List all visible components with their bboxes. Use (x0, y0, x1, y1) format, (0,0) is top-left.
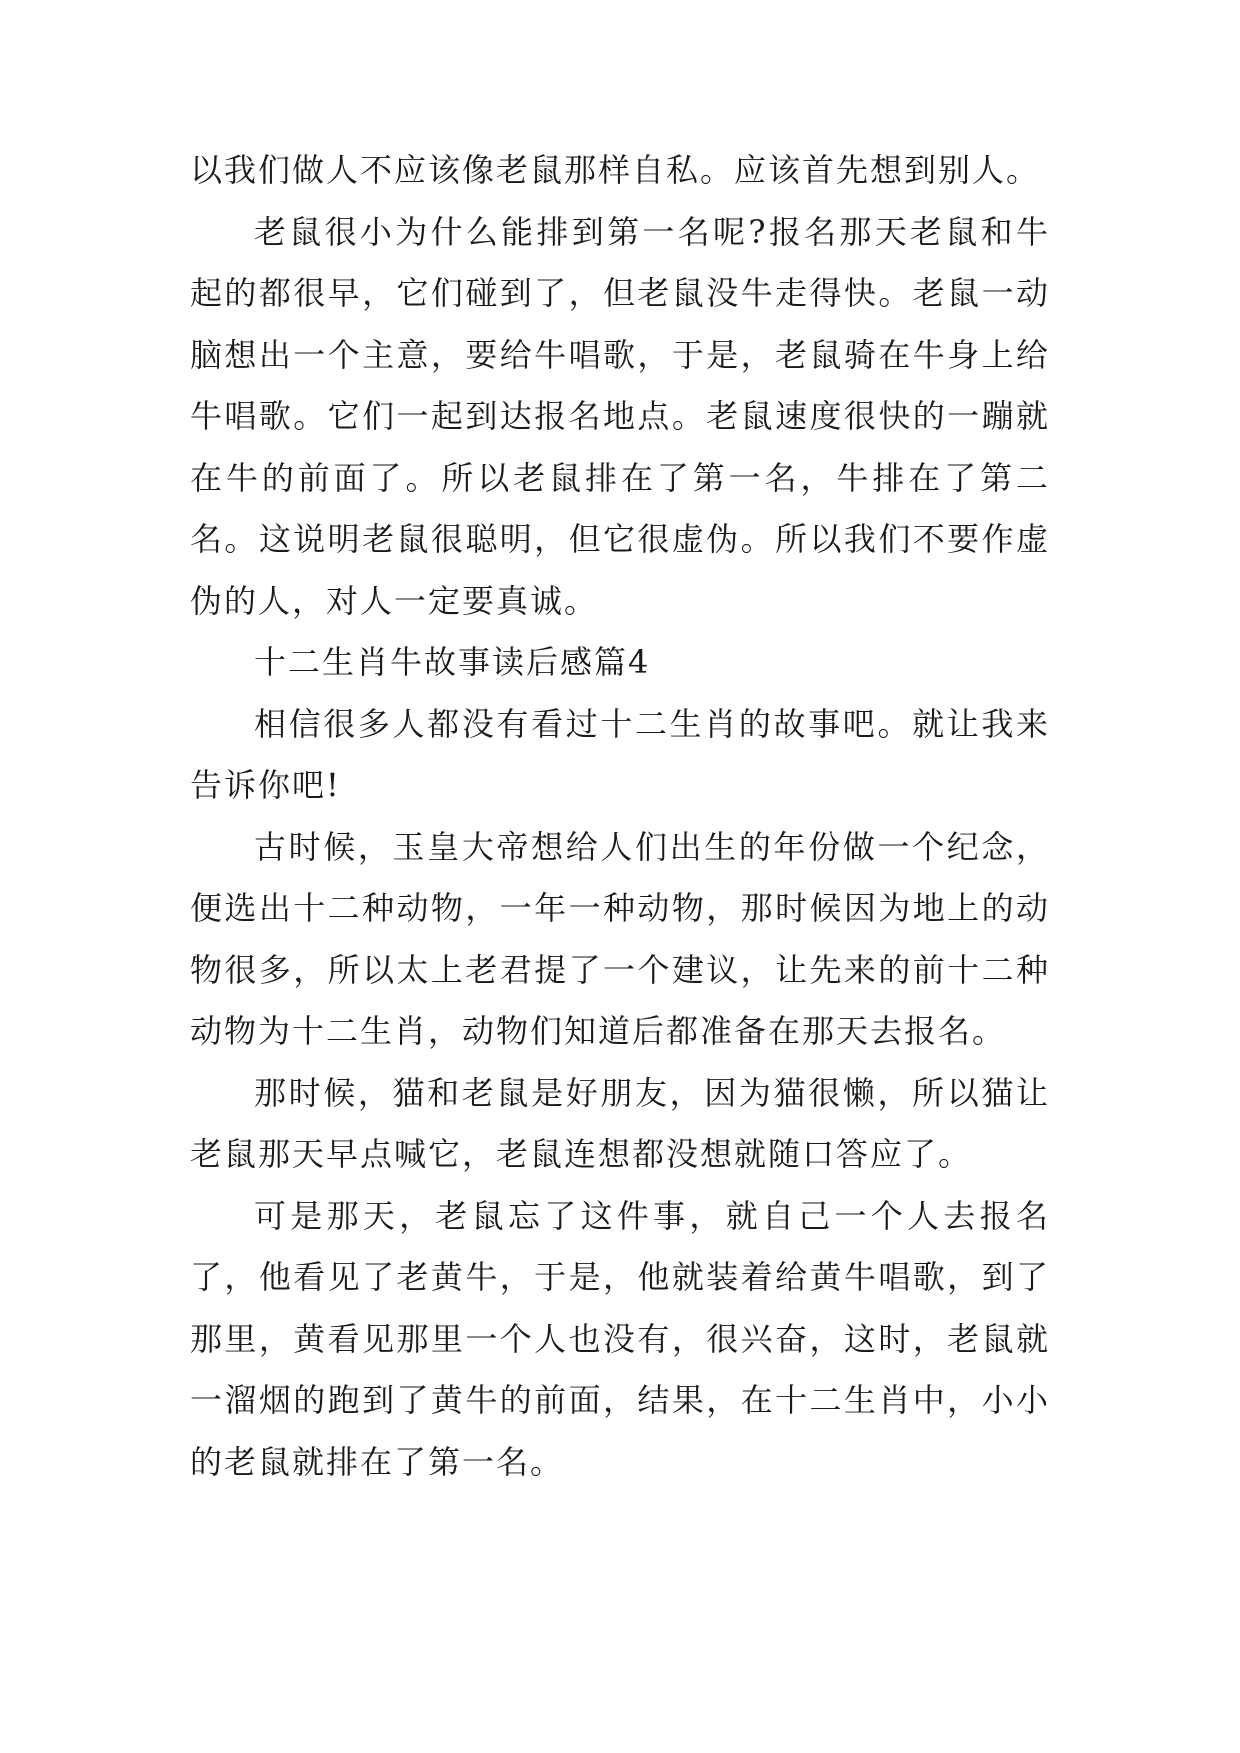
document-body (190, 140, 1050, 1493)
paragraph-race-day: 可是那天，老鼠忘了这件事，就自己一个人去报名了，他看见了老黄牛，于是，他就装着给黄牛唱歌，到了那里，黄看见那里一个人也没有，很兴奋，这时，老鼠就一溜烟的跑到了黄牛的前面，结果，在十二生肖中，小小的老鼠就排在了第一名。 (190, 1196, 1050, 1481)
paragraph-intro: 相信很多人都没有看过十二生肖的故事吧。就让我来告诉你吧! (190, 704, 1050, 804)
section-heading: 十二生肖牛故事读后感篇4 (254, 643, 651, 681)
paragraph-cat-and-rat: 那时候，猫和老鼠是好朋友，因为猫很懒，所以猫让老鼠那天早点喊它，老鼠连想都没想就随口答应了。 (190, 1073, 1050, 1173)
paragraph-continuation: 以我们做人不应该像老鼠那样自私。应该首先想到别人。 (190, 151, 1041, 189)
paragraph-jade-emperor: 古时候，玉皇大帝想给人们出生的年份做一个纪念，便选出十二种动物，一年一种动物，那时候因为地上的动物很多，所以太上老君提了一个建议，让先来的前十二种动物为十二生肖，动物们知道后都准备在那天去报名。 (190, 827, 1050, 1050)
paragraph-rat-first-place: 老鼠很小为什么能排到第一名呢?报名那天老鼠和牛起的都很早，它们碰到了，但老鼠没牛走得快。老鼠一动脑想出一个主意，要给牛唱歌，于是，老鼠骑在牛身上给牛唱歌。它们一起到达报名地点。老鼠速度很快的一蹦就在牛的前面了。所以老鼠排在了第一名，牛排在了第二名。这说明老鼠很聪明，但它很虚伪。所以我们不要作虚伪的人，对人一定要真诚。 (190, 212, 1050, 620)
